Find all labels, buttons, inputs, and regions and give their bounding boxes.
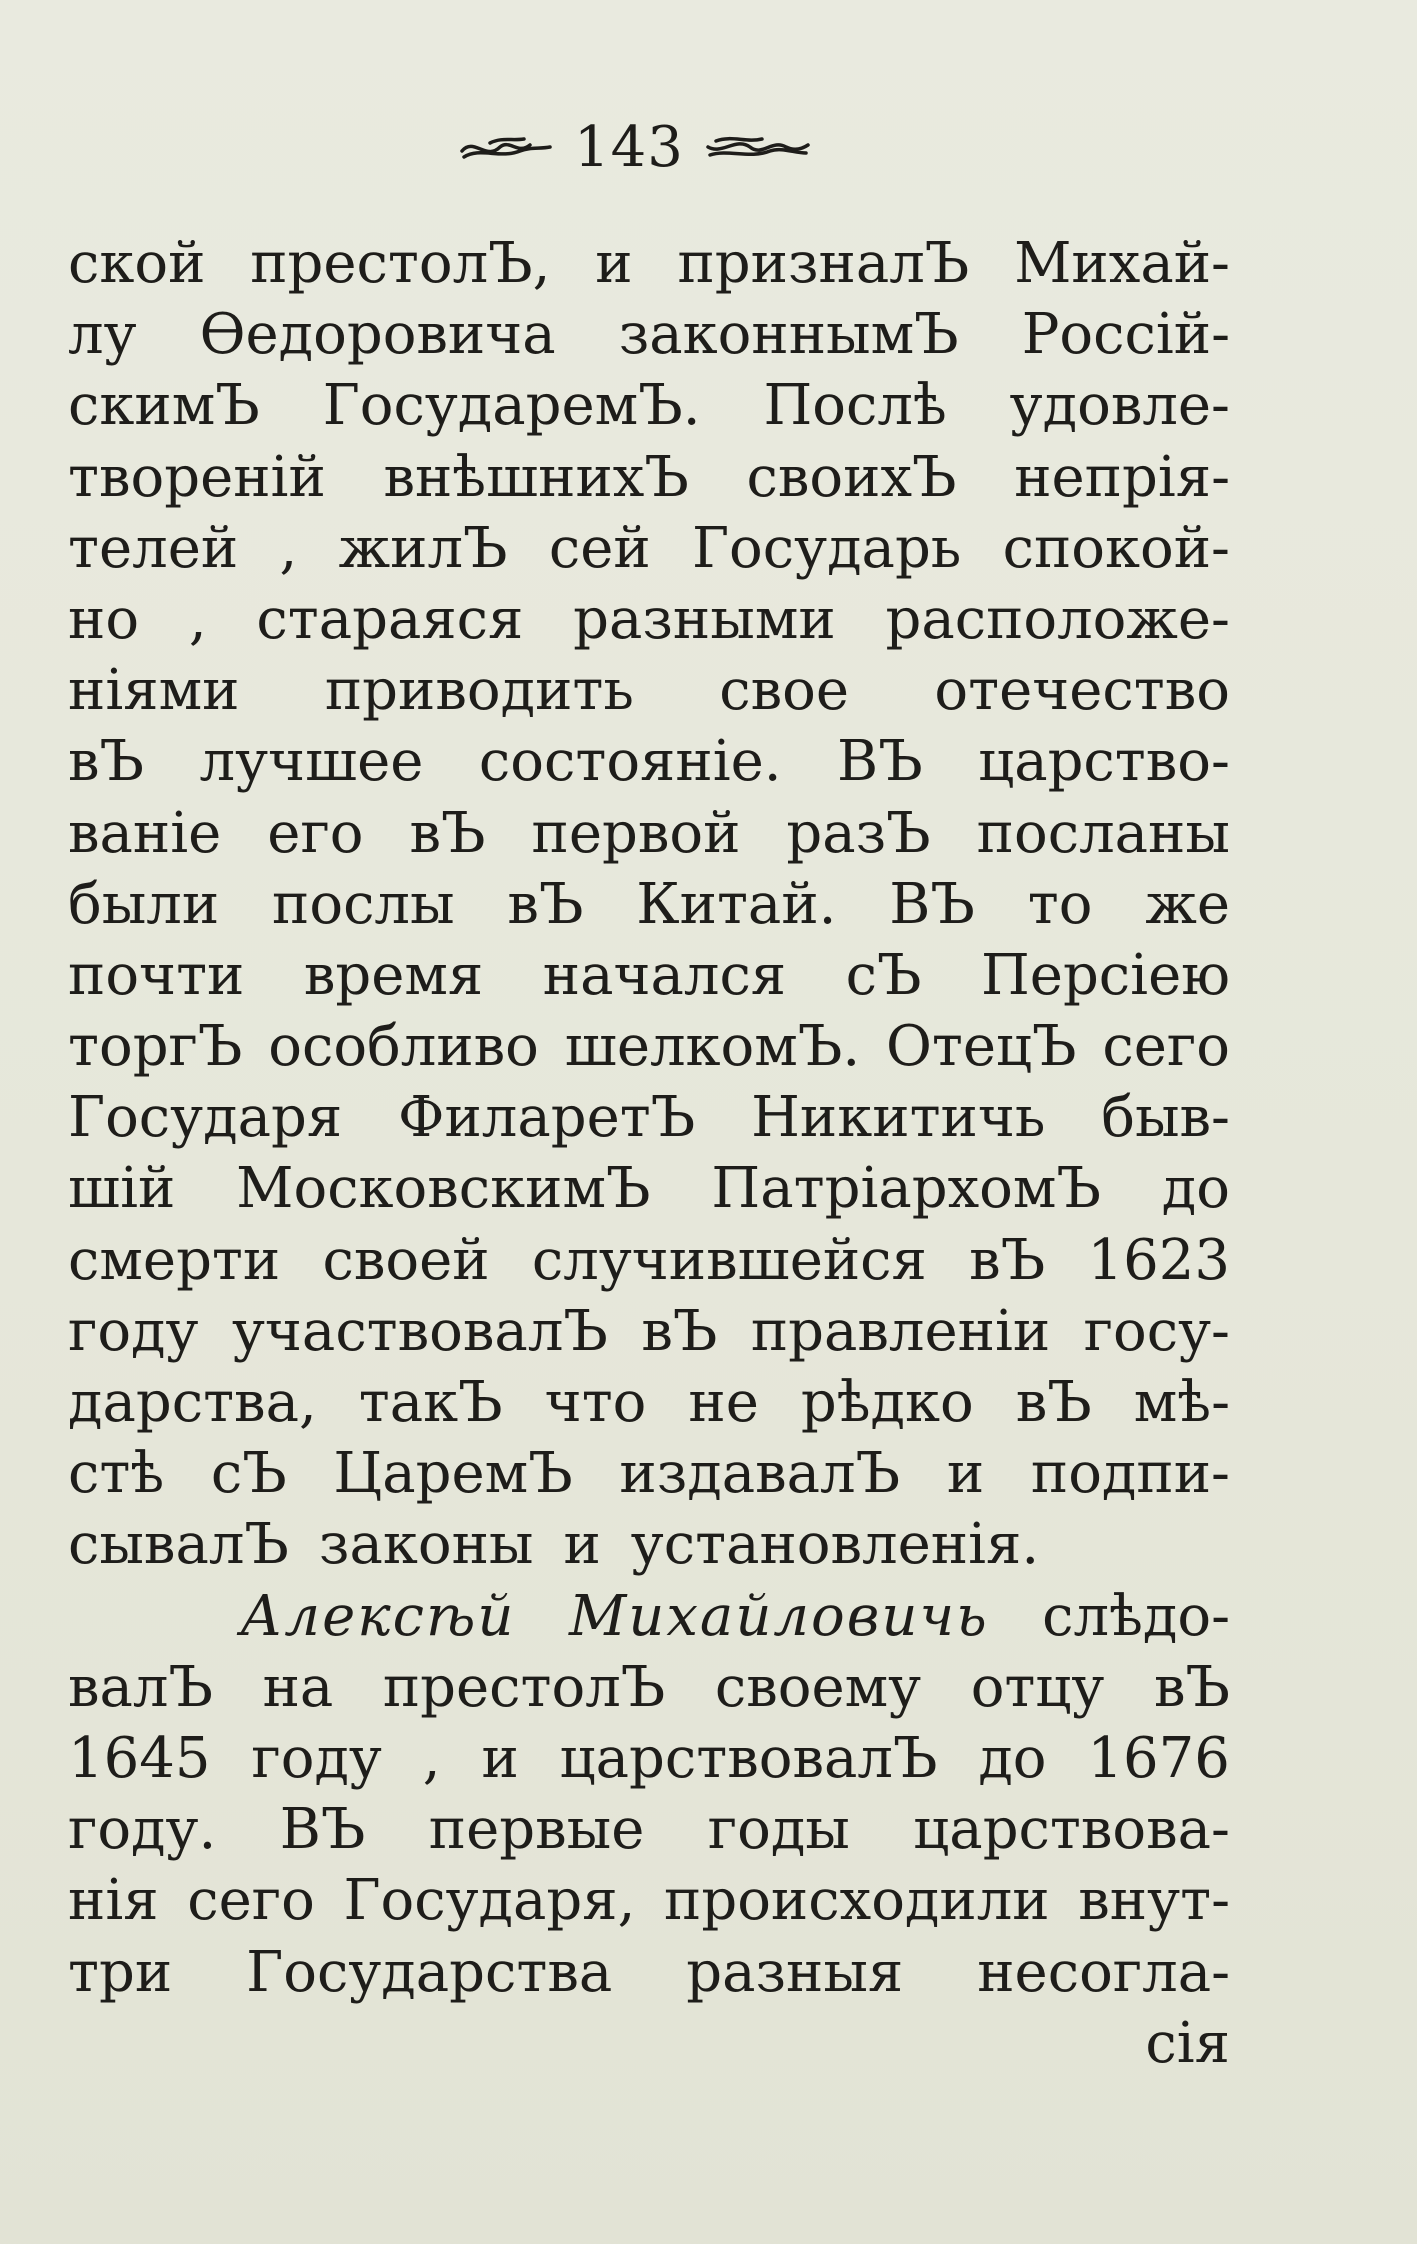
word: рѣдко [800,1370,974,1435]
ruler-name: Алексѣй [240,1583,516,1649]
text-line [68,1794,1230,1865]
text-line [68,1581,1230,1652]
word: ваніе [68,800,222,866]
word: ЦаремЪ [333,1441,573,1507]
word: призналЪ [677,231,970,296]
word: до [1161,1156,1230,1222]
word: вЪ [641,1298,718,1364]
word: году [68,1298,199,1364]
word: спокой- [1002,515,1230,581]
word: шелкомЪ. [564,1014,861,1080]
word: сего [187,1868,315,1934]
word: начался [542,942,787,1008]
text-line [68,869,1230,940]
word: свое [719,658,849,724]
word: и [563,1512,601,1578]
paragraph-2 [68,1581,1230,2008]
word: на [262,1654,334,1720]
word: такЪ [358,1370,503,1435]
word: не [688,1370,759,1435]
word: жилЪ [338,515,508,581]
word: шій [68,1156,176,1222]
word: ФиларетЪ [398,1085,696,1151]
text-line [68,1937,1230,2008]
text-line [68,1011,1230,1082]
word: ГосударемЪ. [322,373,701,439]
word: 1645 [68,1725,211,1791]
word: несогла- [977,1939,1230,2005]
word: МосковскимЪ [236,1156,651,1222]
word: ВЪ [889,871,975,937]
word: расположе- [885,586,1230,652]
word: посланы [976,800,1230,866]
word: своихЪ [746,444,957,510]
word: сего [1102,1014,1230,1080]
running-head [0,115,1270,180]
word: и [595,231,633,296]
word: Государя, [343,1868,636,1934]
word: что [544,1370,647,1435]
word: три [68,1939,173,2005]
text-line [68,584,1230,655]
catchword-line [68,2008,1230,2079]
ruler-name: Михайловичь [568,1583,989,1649]
word: законы [318,1512,534,1578]
word: госу- [1083,1298,1230,1364]
word: были [68,871,220,937]
word: и [481,1725,519,1791]
word: царство- [978,729,1230,795]
word: сЪ [210,1441,287,1507]
word: издавалЪ [619,1441,901,1507]
word: то [1027,871,1093,937]
word: отцу [970,1654,1105,1720]
text-line [68,442,1230,513]
word: вЪ [1153,1654,1230,1720]
word: 1623 [1087,1227,1230,1293]
word: году. [68,1797,217,1863]
word: , [422,1725,441,1791]
word: вЪ [507,871,584,937]
word: смерти [68,1227,281,1293]
text-line [68,1438,1230,1509]
text-line [68,1367,1230,1438]
word: сывалЪ [68,1512,289,1578]
text-line [68,1652,1230,1723]
word: сей [548,515,651,581]
word: , [279,515,298,581]
word: состояніе. [478,729,782,795]
word: твореній [68,444,326,510]
word: но [68,586,140,652]
word: установленія. [630,1512,1040,1578]
body-text [68,228,1230,2079]
word: Ѳедоровича [199,302,556,368]
word: Михай- [1014,231,1230,296]
word: законнымЪ [618,302,959,368]
word: первой [531,800,741,866]
text-line [68,1723,1230,1794]
word: Никитичь [751,1085,1046,1151]
word: Государя [68,1085,343,1151]
word: 1676 [1087,1725,1230,1791]
word: удовле- [1009,373,1230,439]
text-line [68,798,1230,869]
word: внут- [1078,1868,1230,1934]
word: скимЪ [68,373,260,439]
word: случившейся [531,1227,927,1293]
text-line [68,299,1230,370]
word: же [1145,871,1230,937]
text-line [68,370,1230,441]
word: подпи- [1030,1441,1230,1507]
word: царствовалЪ [559,1725,938,1791]
word: особливо [268,1014,539,1080]
word: телей [68,515,239,581]
word: годы [707,1797,850,1863]
word: ской [68,231,206,296]
word: участвовалЪ [231,1298,608,1364]
text-line [68,1225,1230,1296]
word: Россій- [1021,302,1230,368]
text-line [68,513,1230,584]
word: быв- [1101,1085,1230,1151]
word: время [303,942,484,1008]
word: Персіею [980,942,1230,1008]
word: происходили [664,1868,1050,1934]
text-line [68,1153,1230,1224]
word: лу [68,302,137,368]
word: вЪ [969,1227,1046,1293]
word: вЪ [68,729,145,795]
word: лучшее [199,729,424,795]
text-line [68,1865,1230,1936]
word: ОтецЪ [886,1014,1077,1080]
word: разЪ [786,800,931,866]
word: до [978,1725,1047,1791]
word: и [946,1441,985,1507]
word: вЪ [1015,1370,1092,1435]
word: нія [68,1868,159,1934]
catchword: сія [1145,2010,1230,2076]
word: торгЪ [68,1014,243,1080]
word: Китай. [636,871,837,937]
word: дарства, [68,1370,317,1435]
word: , [188,586,207,652]
word: ВЪ [837,729,923,795]
word: первые [428,1797,645,1863]
text-line [68,1082,1230,1153]
word: его [267,800,364,866]
word: стѣ [68,1441,165,1507]
right-ornament-icon [706,133,810,163]
word: слѣдо- [1042,1583,1230,1649]
word: своему [714,1654,922,1720]
word: послы [272,871,455,937]
paragraph-1 [68,228,1230,1581]
word: Государь [691,515,962,581]
word: своей [322,1227,490,1293]
word: приводить [324,658,634,724]
text-line [68,228,1230,299]
word: году [251,1725,382,1791]
word: вЪ [409,800,486,866]
word: внѣшнихЪ [383,444,689,510]
word: ВЪ [279,1797,366,1863]
text-line [68,940,1230,1011]
text-line [68,1296,1230,1367]
word: валЪ [68,1654,213,1720]
left-ornament-icon [460,133,552,163]
word: непрія- [1014,444,1230,510]
text-line [68,655,1230,726]
word: ПатріархомЪ [711,1156,1101,1222]
word: стараяся [256,586,524,652]
word: престолЪ [382,1654,666,1720]
word: отечество [934,658,1230,724]
word: разными [573,586,836,652]
word: почти [68,942,245,1008]
word: правленіи [750,1298,1051,1364]
text-line [68,726,1230,797]
page-number: 143 [574,115,684,180]
word: престолЪ, [250,231,551,296]
word: ніями [68,658,240,724]
word: сЪ [845,942,922,1008]
word: мѣ- [1133,1370,1230,1435]
word: царствова- [913,1797,1230,1863]
word: Послѣ [763,373,947,439]
text-line [68,1509,1230,1580]
word: разныя [686,1939,904,2005]
word: Государства [246,1939,613,2005]
